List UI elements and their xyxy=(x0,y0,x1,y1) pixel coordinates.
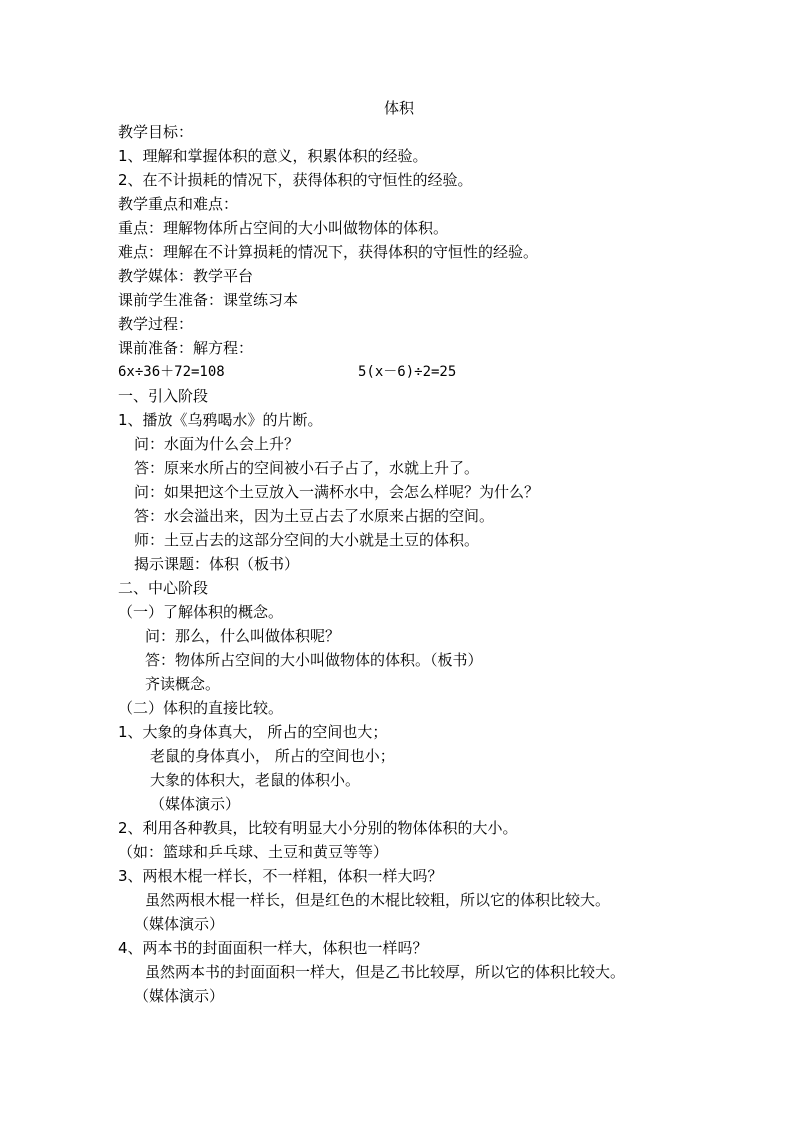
document-title: 体积 xyxy=(384,99,415,117)
reveal-topic: 揭示课题：体积（板书） xyxy=(134,555,300,573)
dialogue-answer-1: 答：原来水所占的空间被小石子占了，水就上升了。 xyxy=(134,459,480,477)
comparison-item-4: 4、两本书的封面面积一样大，体积也一样吗？ xyxy=(118,939,428,957)
subsection-comparison: （二）体积的直接比较。 xyxy=(118,699,284,717)
media-demo-note-3: （媒体演示） xyxy=(134,987,225,1005)
dialogue-answer-2: 答：水会溢出来，因为土豆占去了水原来占据的空间。 xyxy=(134,507,495,525)
concept-question: 问：那么，什么叫做体积呢？ xyxy=(145,627,341,645)
comparison-item-4-explanation: 虽然两本书的封面面积一样大，但是乙书比较厚，所以它的体积比较大。 xyxy=(145,963,626,981)
objective-2: 2、在不计损耗的情况下，获得体积的守恒性的经验。 xyxy=(118,171,473,189)
media-demo-note-1: （媒体演示） xyxy=(150,795,241,813)
stage-heading-intro: 一、引入阶段 xyxy=(118,387,209,405)
media-demo-note-2: （媒体演示） xyxy=(134,915,225,933)
objective-1: 1、理解和掌握体积的意义，积累体积的经验。 xyxy=(118,147,428,165)
comparison-item-3-explanation: 虽然两根木棍一样长，但是红色的木棍比较粗，所以它的体积比较大。 xyxy=(145,891,611,909)
comparison-item-1-line-3: 大象的体积大，老鼠的体积小。 xyxy=(150,771,361,789)
stage-heading-core: 二、中心阶段 xyxy=(118,579,209,597)
equation-2: 5(x－6)÷2=25 xyxy=(358,364,457,380)
section-heading-key-points: 教学重点和难点： xyxy=(118,195,239,213)
comparison-item-2-examples: （如：篮球和乒乓球、土豆和黄豆等等） xyxy=(118,843,389,861)
read-concept: 齐读概念。 xyxy=(145,675,221,693)
dialogue-question-2: 问：如果把这个土豆放入一满杯水中，会怎么样呢？为什么？ xyxy=(134,483,540,501)
teacher-remark: 师：土豆占去的这部分空间的大小就是土豆的体积。 xyxy=(134,531,480,549)
key-point: 重点：理解物体所占空间的大小叫做物体的体积。 xyxy=(118,219,449,237)
student-preparation: 课前学生准备：课堂练习本 xyxy=(118,291,299,309)
comparison-item-1-line-2: 老鼠的身体真小， 所占的空间也小； xyxy=(150,747,395,765)
comparison-item-3: 3、两根木棍一样长，不一样粗，体积一样大吗？ xyxy=(118,867,443,885)
section-heading-process: 教学过程： xyxy=(118,315,194,333)
dialogue-question-1: 问：水面为什么会上升？ xyxy=(134,435,300,453)
comparison-item-1: 1、大象的身体真大， 所占的空间也大； xyxy=(118,723,388,741)
subsection-concept: （一）了解体积的概念。 xyxy=(118,603,284,621)
comparison-item-2: 2、利用各种教具，比较有明显大小分别的物体体积的大小。 xyxy=(118,819,518,837)
intro-item-1: 1、播放《乌鸦喝水》的片断。 xyxy=(118,411,323,429)
teaching-media: 教学媒体：教学平台 xyxy=(118,267,254,285)
equation-1: 6x÷36＋72=108 xyxy=(118,364,225,380)
difficult-point: 难点：理解在不计算损耗的情况下，获得体积的守恒性的经验。 xyxy=(118,243,539,261)
concept-answer: 答：物体所占空间的大小叫做物体的体积。（板书） xyxy=(145,651,483,669)
pre-class-preparation: 课前准备：解方程： xyxy=(118,339,254,357)
section-heading-objectives: 教学目标： xyxy=(118,123,194,141)
